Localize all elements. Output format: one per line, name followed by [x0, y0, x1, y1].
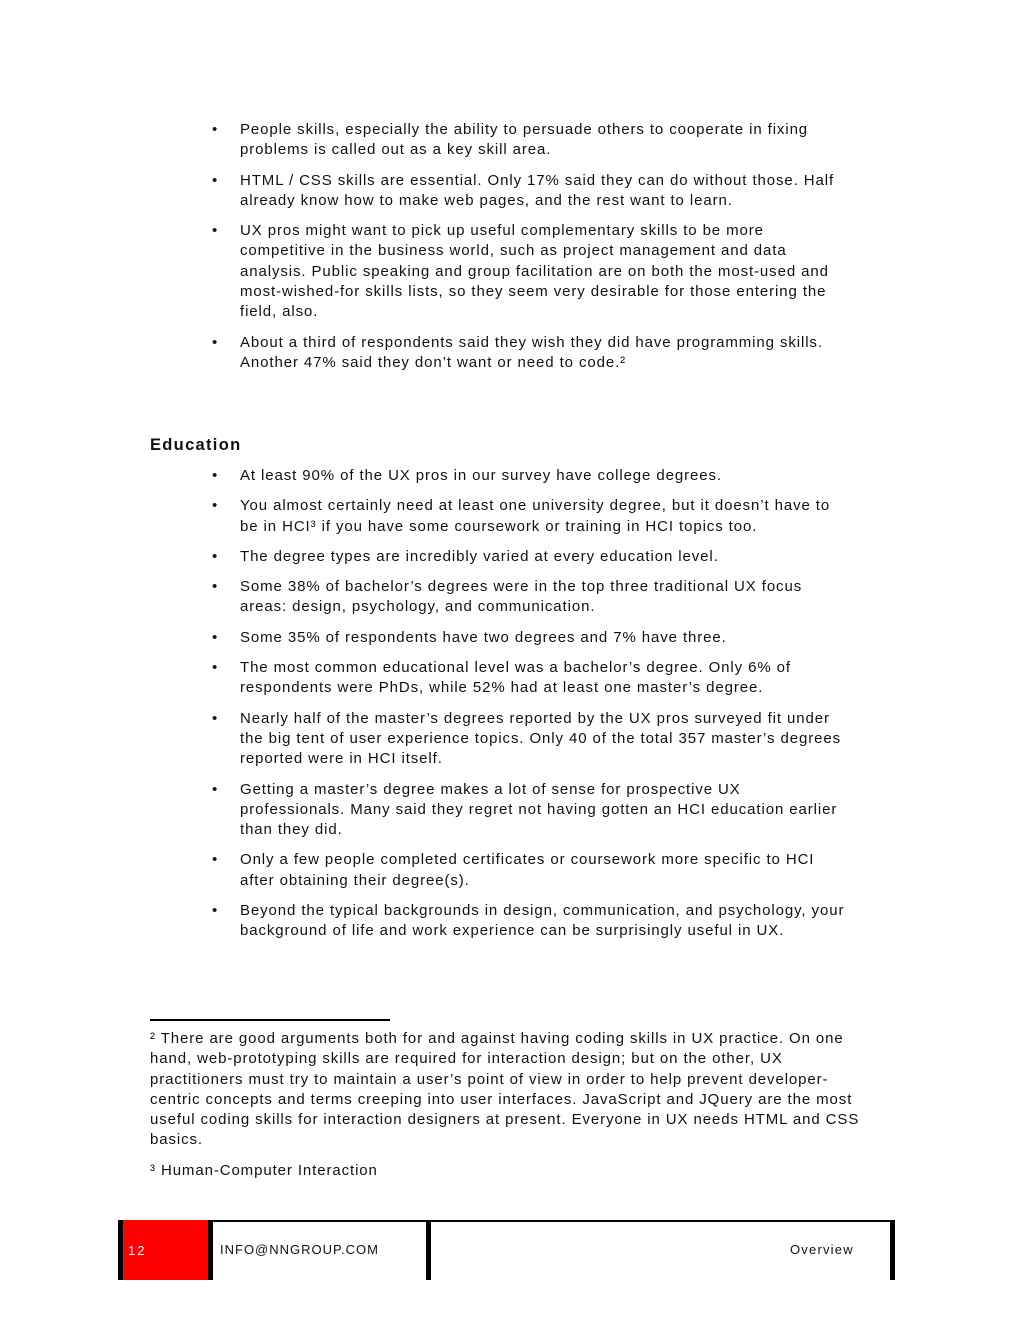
list-item — [150, 496, 850, 537]
list-item-text: Getting a master’s degree makes a lot of sense for prospective UX professionals. Many said they regret not having gotten an HCI education earlier than they did. — [240, 780, 838, 839]
list-item — [150, 658, 850, 699]
list-item-text: The most common educational level was a bachelor’s degree. Only 6% of respondents were PhDs, while 52% had at least one master’s degree. — [240, 659, 791, 697]
list-item — [150, 780, 850, 841]
footer-divider — [426, 1220, 431, 1280]
list-item-text: Some 38% of bachelor’s degrees were in the top three traditional UX focus areas: design, psychology, and communication. — [240, 578, 803, 616]
list-item-text: You almost certainly need at least one university degree, but it doesn’t have to be in HCI³ if you have some coursework or training in HCI topics too. — [240, 497, 831, 535]
footer-divider — [890, 1220, 895, 1280]
bullet-icon: • — [212, 121, 219, 138]
bullet-icon: • — [212, 659, 219, 677]
footer-divider — [118, 1220, 123, 1280]
education-bullet-list — [150, 466, 850, 952]
list-item-text: People skills, especially the ability to persuade others to cooperate in fixing problems is called out as a key skill area. — [240, 121, 809, 159]
list-item — [150, 547, 850, 567]
bullet-icon: • — [212, 497, 219, 515]
list-item-text: Only a few people completed certificates or coursework more specific to HCI after obtaining their degree(s). — [240, 851, 815, 889]
page-footer — [118, 1220, 895, 1280]
page-number: 12 — [128, 1243, 147, 1258]
list-item-text: About a third of respondents said they wish they did have programming skills. Another 47% said they don’t want or need to code.² — [240, 333, 823, 371]
bullet-icon: • — [212, 902, 219, 920]
list-item — [150, 171, 850, 212]
list-item — [150, 466, 850, 486]
bullet-icon: • — [212, 578, 219, 596]
list-item — [150, 709, 850, 770]
list-item-text: HTML / CSS skills are essential. Only 17% said they can do without those. Half already know how to make web pages, and the rest want to learn. — [240, 171, 835, 209]
bullet-icon: • — [212, 467, 219, 484]
list-item — [150, 221, 850, 322]
list-item-text: Nearly half of the master’s degrees reported by the UX pros surveyed fit under the big tent of user experience topics. Only 40 of the total 357 master’s degrees reported were in HCI itself. — [240, 709, 841, 768]
list-item-text: Some 35% of respondents have two degrees and 7% have three. — [240, 628, 727, 646]
footnote-2: ² There are good arguments both for and against having coding skills in UX practice. On one hand, web-prototyping skills are required for interaction design; but on the other, UX practitioners must try to maintain a user’s point of view in order to help prevent developer-centric concepts and terms creeping into user interfaces. JavaScript and JQuery are the most useful coding skills for interaction designers at present. Everyone in UX needs HTML and CSS basics. — [150, 1030, 860, 1149]
list-item-text: At least 90% of the UX pros in our survey have college degrees. — [240, 467, 722, 484]
footer-section-title: Overview — [790, 1242, 854, 1257]
list-item — [150, 333, 850, 374]
footer-top-rule — [118, 1220, 895, 1222]
footnote-3: ³ Human-Computer Interaction — [150, 1162, 378, 1179]
list-item — [150, 901, 850, 942]
bullet-icon: • — [212, 709, 219, 727]
bullet-icon: • — [212, 171, 219, 189]
list-item — [150, 577, 850, 618]
list-item — [150, 628, 850, 648]
bullet-icon: • — [212, 780, 219, 798]
bullet-icon: • — [212, 851, 219, 869]
bullet-icon: • — [212, 333, 219, 351]
section-heading-education: Education — [150, 436, 242, 454]
skills-bullet-list — [150, 120, 850, 383]
list-item-text: UX pros might want to pick up useful complementary skills to be more competitive in the business world, such as project management and data analysis. Public speaking and group facilitation are on both the most-used and most-wished-for skills lists, so they seem very desirable for those entering the field, also. — [240, 222, 829, 321]
bullet-icon: • — [212, 628, 219, 646]
bullet-icon: • — [212, 547, 219, 565]
list-item — [150, 120, 850, 161]
list-item — [150, 850, 850, 891]
bullet-icon: • — [212, 222, 219, 240]
list-item-text: The degree types are incredibly varied at every education level. — [240, 547, 719, 565]
list-item-text: Beyond the typical backgrounds in design, communication, and psychology, your background of life and work experience can be surprisingly useful in UX. — [240, 902, 845, 940]
footer-divider — [208, 1220, 213, 1280]
footnote-separator — [150, 1019, 390, 1021]
footer-email: INFO@NNGROUP.COM — [220, 1242, 379, 1257]
